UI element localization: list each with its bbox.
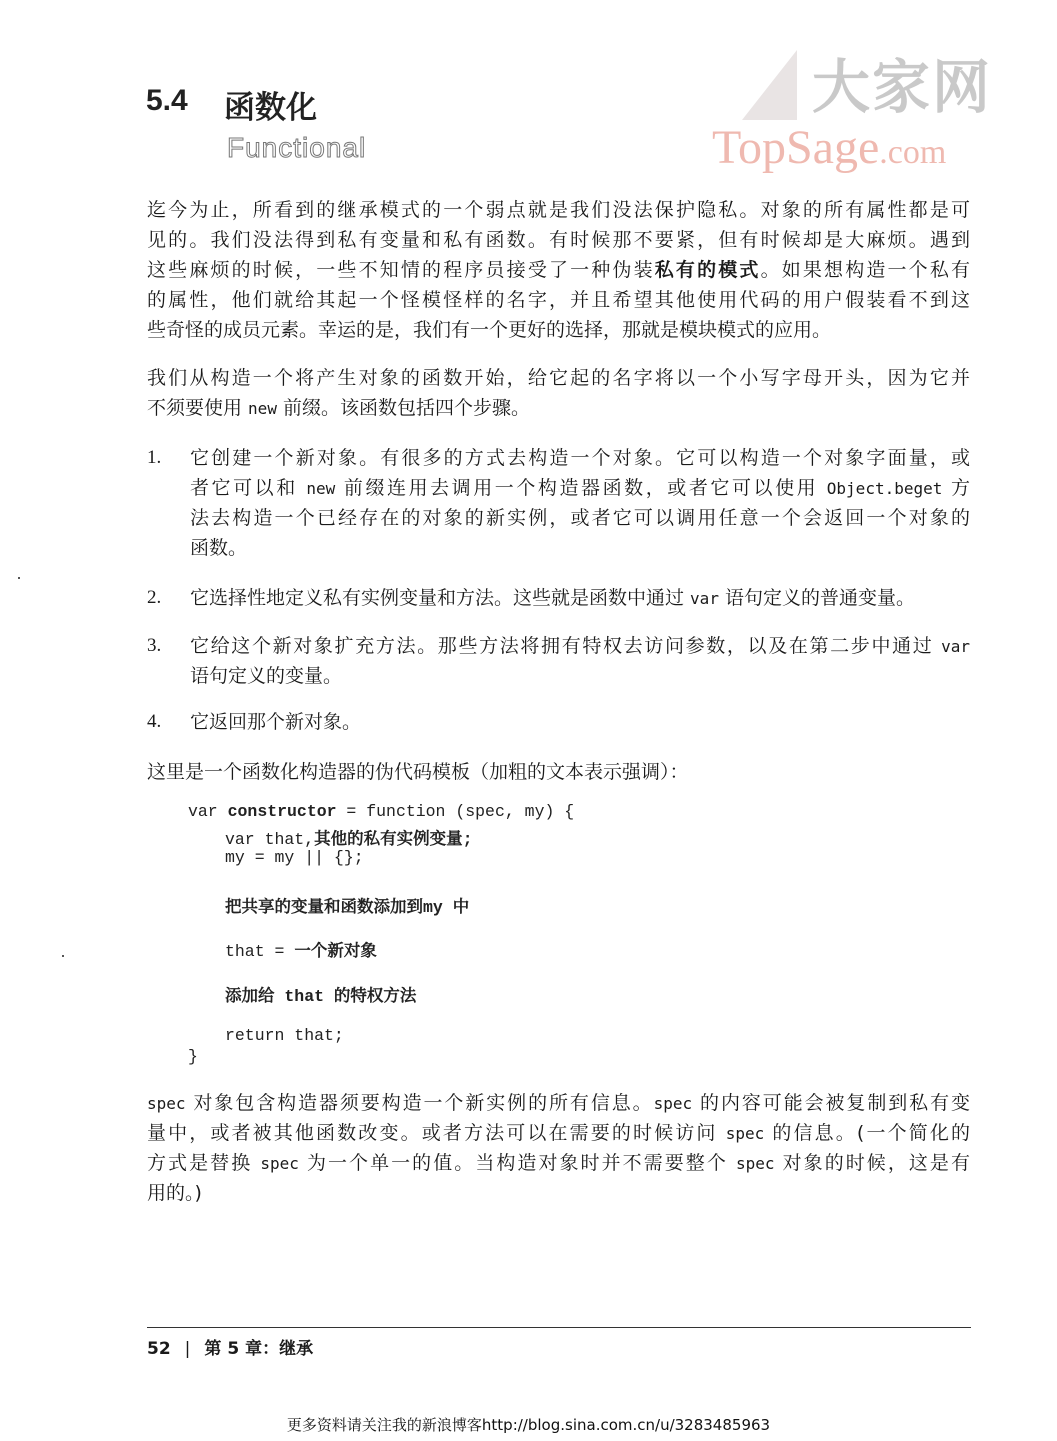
text-run: 对象包含构造器须要构造一个新实例的所有信息。	[185, 1092, 654, 1114]
paragraph-steps-intro	[147, 363, 970, 423]
text-run: 用的。)	[147, 1182, 202, 1204]
code-line	[225, 825, 473, 849]
text-line	[190, 473, 970, 503]
text-run: 方式是替换	[147, 1152, 261, 1174]
inline-code: var	[690, 589, 719, 608]
text-run: 不须要使用	[147, 397, 249, 419]
section-title: 函数化	[224, 90, 317, 126]
text-run: return that;	[225, 1026, 344, 1045]
watermark-logo	[712, 40, 1012, 200]
code-line	[225, 893, 469, 917]
code-intro	[147, 757, 970, 787]
watermark-en-suffix: .com	[879, 134, 947, 171]
text-line	[147, 1178, 970, 1208]
code-line	[225, 848, 364, 867]
chapter-label: 第 5 章：继承	[204, 1339, 314, 1359]
emphasis: 一个新对象	[294, 942, 377, 961]
text-run: 法去构造一个已经存在的对象的新实例，或者它可以调用任意一个会返回一个对象的	[190, 507, 970, 529]
step-text	[190, 707, 970, 737]
step-number: 3.	[147, 635, 162, 656]
scan-speck	[18, 577, 20, 579]
watermark-en-main: TopSage	[712, 121, 880, 174]
page-footer	[147, 1334, 313, 1359]
paragraph-intro	[147, 195, 970, 345]
code-line	[225, 982, 416, 1006]
step-number: 2.	[147, 587, 162, 608]
text-line	[147, 195, 970, 225]
step-number: 1.	[147, 447, 162, 468]
text-run: that =	[225, 942, 295, 961]
text-line	[190, 631, 970, 661]
text-line	[147, 393, 970, 423]
text-run: 函数。	[190, 537, 248, 559]
section-number: 5.4	[146, 84, 188, 117]
code-line	[225, 1026, 344, 1045]
step-text	[190, 583, 970, 613]
text-run: var that,	[225, 830, 315, 849]
text-run: 这里是一个函数化构造器的伪代码模板（加粗的文本表示强调）：	[147, 761, 689, 783]
text-line	[147, 1148, 970, 1178]
watermark-en	[712, 120, 946, 175]
text-run: 前缀。该函数包括四个步骤。	[276, 397, 530, 419]
step-text	[190, 631, 970, 691]
text-line	[190, 503, 970, 533]
text-run: 的信息。(一个简化的	[764, 1122, 970, 1144]
text-run: 见的。我们没法得到私有变量和私有函数。有时候那不要紧，但有时候却是大麻烦。遇到	[147, 229, 970, 251]
text-run: 对象的时候，这是有	[774, 1152, 970, 1174]
emphasis: constructor	[227, 802, 337, 821]
step-number: 4.	[147, 711, 162, 732]
text-run: 这些麻烦的时候，一些不知情的程序员接受了一种伪装	[147, 259, 655, 281]
text-line	[147, 757, 970, 787]
text-run: 。如果想构造一个私有	[760, 259, 970, 281]
text-line	[147, 225, 970, 255]
text-run: = function (spec, my) {	[336, 802, 575, 821]
watermark-mark-icon	[742, 50, 797, 120]
text-line	[147, 363, 970, 393]
bottom-note: 更多资料请关注我的新浪博客http://blog.sina.com.cn/u/3283485963	[286, 1416, 771, 1434]
text-line	[147, 285, 970, 315]
inline-code: spec	[260, 1154, 299, 1173]
text-run: 迄今为止，所看到的继承模式的一个弱点就是我们没法保护隐私。对象的所有属性都是可	[147, 199, 970, 221]
inline-code: new	[306, 479, 336, 498]
page-number: 52	[147, 1339, 171, 1359]
text-run: 者它可以和	[190, 477, 307, 499]
text-run: 些奇怪的成员元素。幸运的是，我们有一个更好的选择，那就是模块模式的应用。	[147, 319, 832, 341]
text-run: 它给这个新对象扩充方法。那些方法将拥有特权去访问参数，以及在第二步中通过	[190, 635, 942, 657]
text-line	[190, 533, 970, 563]
section-subtitle: Functional	[227, 132, 367, 163]
emphasis: 把共享的变量和函数添加到my 中	[225, 898, 470, 917]
text-run: }	[188, 1047, 198, 1066]
text-run: 它返回那个新对象。	[190, 711, 362, 733]
inline-code: spec	[653, 1094, 693, 1113]
text-run: 它选择性地定义私有实例变量和方法。这些就是函数中通过	[190, 587, 691, 609]
text-run: 量中，或者被其他函数改变。或者方法可以在需要的时候访问	[147, 1122, 726, 1144]
text-run: 的属性，他们就给其起一个怪模怪样的名字，并且希望其他使用代码的用户假装看不到这	[147, 289, 970, 311]
text-line	[190, 707, 970, 737]
watermark-cn: 大家网	[812, 53, 993, 121]
code-line	[188, 1047, 198, 1066]
text-line	[147, 315, 970, 345]
text-run: 语句定义的变量。	[190, 665, 343, 687]
text-line	[147, 255, 970, 285]
text-line	[190, 443, 970, 473]
emphasis: 私有的模式	[654, 259, 761, 281]
text-run: 前缀连用去调用一个构造器函数，或者它可以使用	[335, 477, 827, 499]
inline-code: spec	[147, 1094, 186, 1113]
text-run: 它创建一个新对象。有很多的方式去构造一个对象。它可以构造一个对象字面量，或	[190, 447, 970, 469]
text-run: 为一个单一的值。当构造对象时并不需要整个	[298, 1152, 736, 1174]
inline-code: spec	[725, 1124, 765, 1143]
paragraph-spec	[147, 1088, 970, 1208]
text-run: 我们从构造一个将产生对象的函数开始，给它起的名字将以一个小写字母开头，因为它并	[147, 367, 970, 389]
inline-code: spec	[735, 1154, 775, 1173]
text-run: my = my || {};	[225, 848, 364, 867]
scan-speck	[62, 955, 64, 957]
emphasis: 添加给 that 的特权方法	[225, 987, 417, 1006]
footer-separator: |	[184, 1339, 191, 1359]
inline-code: new	[248, 399, 277, 418]
text-line	[190, 583, 970, 613]
inline-code: var	[941, 637, 970, 656]
text-run: 语句定义的普通变量。	[718, 587, 915, 609]
emphasis: 其他的私有实例变量;	[314, 830, 473, 849]
text-run: 方	[942, 477, 970, 499]
code-line	[188, 802, 574, 821]
text-line	[147, 1088, 970, 1118]
text-run: 的内容可能会被复制到私有变	[692, 1092, 970, 1114]
text-line	[147, 1118, 970, 1148]
step-text	[190, 443, 970, 563]
text-line	[190, 661, 970, 691]
footer-divider	[147, 1327, 971, 1328]
text-run: var	[188, 802, 228, 821]
inline-code: Object.beget	[826, 479, 943, 498]
code-line	[225, 937, 377, 961]
